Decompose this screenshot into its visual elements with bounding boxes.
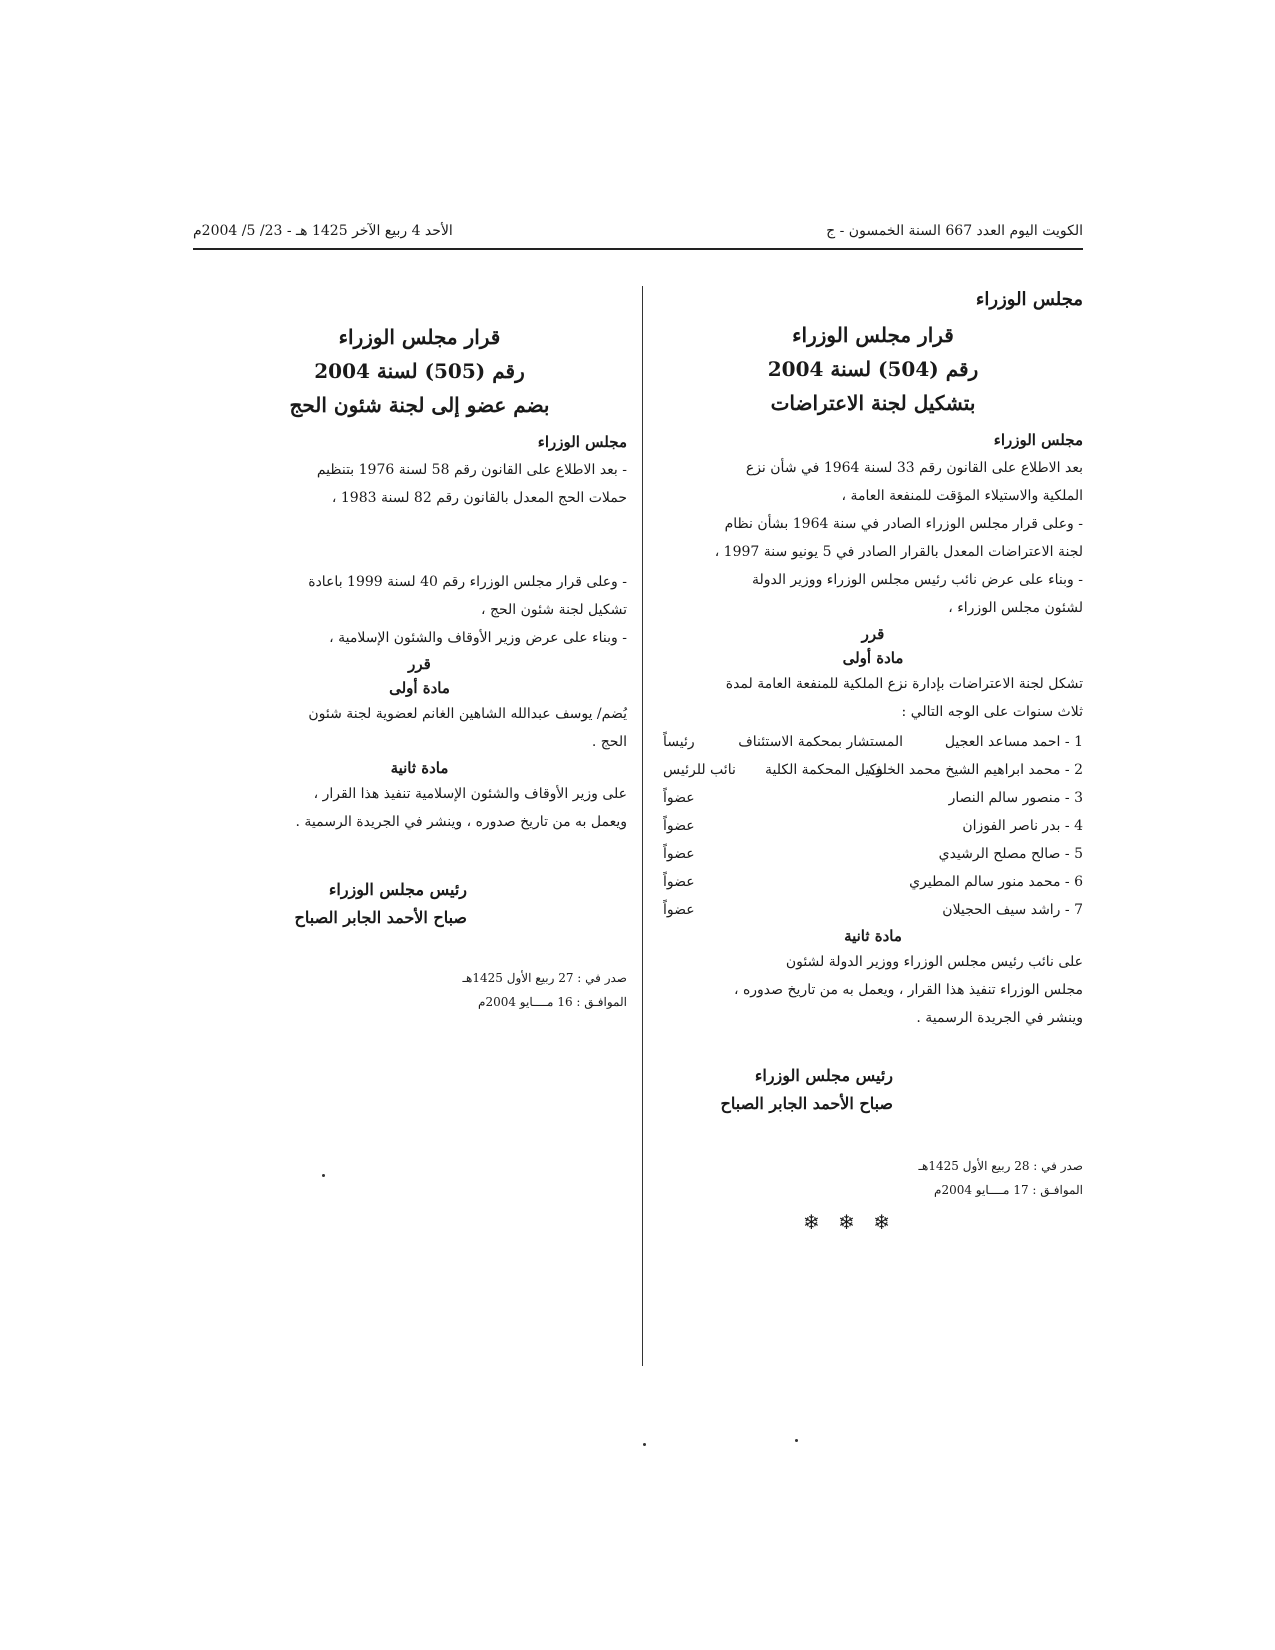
list-item — [663, 896, 1083, 924]
signature-block — [663, 1062, 1083, 1118]
article-line: على وزير الأوقاف والشئون الإسلامية تنفيذ هذا القرار ، — [313, 786, 627, 802]
preamble-line: - وعلى قرار مجلس الوزراء رقم 40 لسنة 1999 باعادة — [308, 574, 627, 590]
list-item — [663, 784, 1083, 812]
member-title: وكيل المحكمة الكلية — [764, 762, 883, 778]
preamble-line: لشئون مجلس الوزراء ، — [948, 600, 1083, 616]
member-name: 5 - صالح مصلح الرشيدي — [938, 846, 1083, 862]
preamble — [663, 454, 1083, 622]
header-issue-info: الكويت اليوم العدد 667 السنة الخمسون - ج — [826, 223, 1083, 239]
decision-number: رقم (505) لسنة 2004 — [314, 359, 525, 383]
section-title: مجلس الوزراء — [975, 289, 1083, 310]
member-name: 3 - منصور سالم النصار — [948, 790, 1083, 806]
decision-title-line: قرار مجلس الوزراء — [338, 325, 501, 349]
member-role: عضواً — [663, 818, 695, 834]
issue-dates — [863, 1154, 1083, 1202]
member-role: نائب للرئيس — [663, 762, 736, 778]
article-1-text — [212, 700, 627, 756]
decision-subject: بضم عضو إلى لجنة شئون الحج — [289, 393, 550, 417]
member-role: رئيساً — [663, 734, 695, 750]
issuer: مجلس الوزراء — [993, 431, 1083, 449]
list-item — [663, 756, 1083, 784]
header-divider — [193, 248, 1083, 250]
list-item — [663, 840, 1083, 868]
article-line: ثلاث سنوات على الوجه التالي : — [901, 704, 1083, 720]
decided-label: قرر — [408, 655, 431, 673]
preamble-line: - وعلى قرار مجلس الوزراء الصادر في سنة 1964 بشأن نظام — [724, 516, 1083, 532]
member-name: 1 - احمد مساعد العجيل — [944, 734, 1083, 750]
member-name: 2 - محمد ابراهيم الشيخ محمد الخلف — [868, 762, 1083, 778]
article-2-text — [212, 780, 627, 836]
preamble-line: تشكيل لجنة شئون الحج ، — [481, 602, 627, 618]
article-1-heading: مادة أولى — [842, 649, 904, 667]
signature-name: صباح الأحمد الجابر الصباح — [294, 908, 467, 927]
preamble-line: حملات الحج المعدل بالقانون رقم 82 لسنة 1983 ، — [331, 490, 627, 506]
article-line: يُضم/ يوسف عبدالله الشاهين الغانم لعضوية لجنة شئون — [308, 706, 627, 722]
article-line: الحج . — [591, 734, 627, 750]
decision-504 — [663, 286, 1083, 1236]
article-1-text — [663, 670, 1083, 726]
scan-speck — [795, 1439, 798, 1442]
issuer: مجلس الوزراء — [537, 433, 627, 451]
signature-name: صباح الأحمد الجابر الصباح — [720, 1094, 893, 1113]
article-2-heading: مادة ثانية — [844, 927, 902, 945]
article-line: ويعمل به من تاريخ صدوره ، وينشر في الجريدة الرسمية . — [295, 814, 627, 830]
decision-number: رقم (504) لسنة 2004 — [767, 357, 979, 381]
corresponding-date: الموافـق : 17 مــــايو 2004م — [934, 1183, 1083, 1197]
list-item — [663, 728, 1083, 756]
members-list — [663, 728, 1083, 924]
article-line: مجلس الوزراء تنفيذ هذا القرار ، ويعمل به من تاريخ صدوره ، — [733, 982, 1083, 998]
preamble — [212, 568, 627, 652]
article-2-text — [663, 948, 1083, 1032]
signature-title: رئيس مجلس الوزراء — [328, 880, 467, 899]
decision-title-line: قرار مجلس الوزراء — [792, 323, 954, 347]
issued-date: صدر في : 28 ربيع الأول 1425هـ — [918, 1159, 1083, 1173]
decided-label: قرر — [861, 625, 885, 643]
list-item — [663, 812, 1083, 840]
issue-dates — [407, 966, 627, 1014]
decision-title — [663, 318, 1083, 420]
article-1-heading: مادة أولى — [389, 679, 450, 697]
member-title: المستشار بمحكمة الاستئناف — [738, 734, 903, 750]
member-role: عضواً — [663, 846, 695, 862]
column-divider — [642, 286, 643, 1366]
spacer — [212, 512, 627, 568]
page-header — [193, 223, 1083, 245]
signature-title: رئيس مجلس الوزراء — [754, 1066, 893, 1085]
article-line: تشكل لجنة الاعتراضات بإدارة نزع الملكية للمنفعة العامة لمدة — [725, 676, 1083, 692]
corresponding-date: الموافـق : 16 مــــايو 2004م — [478, 995, 627, 1009]
header-date: الأحد 4 ربيع الآخر 1425 هـ - 23/ 5/ 2004م — [193, 223, 453, 239]
decision-subject: بتشكيل لجنة الاعتراضات — [770, 391, 976, 415]
preamble-line: - بعد الاطلاع على القانون رقم 58 لسنة 1976 بتنظيم — [316, 462, 627, 478]
preamble-line: - وبناء على عرض نائب رئيس مجلس الوزراء ووزير الدولة — [751, 572, 1083, 588]
issued-date: صدر في : 27 ربيع الأول 1425هـ — [462, 971, 627, 985]
preamble-line: لجنة الاعتراضات المعدل بالقرار الصادر في 5 يونيو سنة 1997 ، — [714, 544, 1083, 560]
article-line: على نائب رئيس مجلس الوزراء ووزير الدولة لشئون — [785, 954, 1083, 970]
decision-505 — [212, 320, 627, 1014]
decision-title — [212, 320, 627, 422]
preamble-line: الملكية والاستيلاء المؤقت للمنفعة العامة ، — [841, 488, 1083, 504]
article-line: وينشر في الجريدة الرسمية . — [916, 1010, 1083, 1026]
list-item — [663, 868, 1083, 896]
preamble — [212, 456, 627, 512]
member-name: 4 - بدر ناصر الفوزان — [962, 818, 1083, 834]
member-role: عضواً — [663, 790, 695, 806]
preamble-line: - وبناء على عرض وزير الأوقاف والشئون الإسلامية ، — [329, 630, 627, 646]
scan-speck — [643, 1443, 646, 1446]
member-name: 6 - محمد منور سالم المطيري — [909, 874, 1083, 890]
member-role: عضواً — [663, 874, 695, 890]
scan-speck — [322, 1174, 325, 1177]
article-2-heading: مادة ثانية — [390, 759, 449, 777]
preamble-line: بعد الاطلاع على القانون رقم 33 لسنة 1964 في شأن نزع — [745, 460, 1083, 476]
member-role: عضواً — [663, 902, 695, 918]
signature-block — [212, 876, 627, 932]
member-name: 7 - راشد سيف الحجيلان — [942, 902, 1083, 918]
ornament-icon: ❄ ❄ ❄ — [803, 1210, 896, 1234]
